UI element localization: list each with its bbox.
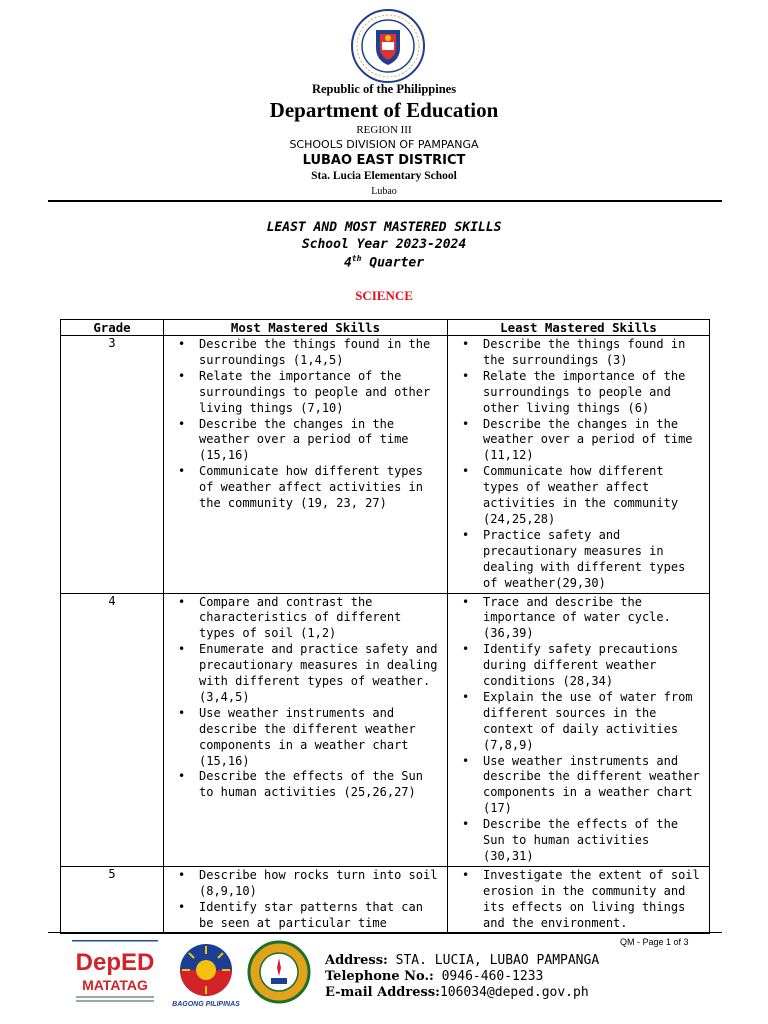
skill-item: • Relate the importance of the surroundings to people and other living things (6)	[449, 369, 704, 417]
skill-item: • Describe the changes in the weather over a period of time (11,12)	[449, 417, 704, 465]
skill-item: • Communicate how different types of weather affect activities in the community (19, 23, 27)	[165, 464, 442, 512]
school-year: School Year 2023-2024	[301, 237, 467, 252]
skill-item: • Relate the importance of the surroundings to people and other living things (7,10)	[165, 369, 442, 417]
table-header-row	[61, 320, 710, 336]
subject-heading: SCIENCE	[355, 288, 413, 303]
footer-address: Address: STA. LUCIA, LUBAO PAMPANGA	[325, 953, 600, 968]
deped-matatag-logo	[70, 940, 160, 1006]
skill-item: • Describe the effects of the Sun to human activities (25,26,27)	[165, 769, 442, 801]
footer-telephone: Telephone No.: 0946-460-1233	[325, 969, 544, 984]
skill-item: • Use weather instruments and describe the different weather components in a weather chart (15,16)	[165, 706, 442, 770]
least-mastered-cell	[448, 866, 710, 933]
header-divider	[48, 200, 722, 202]
grade-cell: 4	[61, 593, 164, 866]
table-row	[61, 866, 710, 933]
department-heading: Department of Education	[269, 98, 499, 122]
region-label: REGION III	[356, 124, 412, 136]
grade-cell: 5	[61, 866, 164, 933]
bagong-pilipinas-text: BAGONG PILIPINAS	[172, 1001, 240, 1008]
most-mastered-cell	[164, 336, 448, 594]
skill-item: • Investigate the extent of soil erosion in the community and its effects on living things and the environment.	[449, 868, 704, 932]
most-mastered-column-header: Most Mastered Skills	[164, 320, 448, 336]
skill-item: • Communicate how different types of weather affect activities in the community (24,25,28)	[449, 464, 704, 528]
table-row	[61, 336, 710, 594]
skill-item: • Use weather instruments and describe the different weather components in a weather chart (17)	[449, 754, 704, 818]
most-mastered-cell	[164, 593, 448, 866]
skill-item: • Practice safety and precautionary measures in dealing with different types of weather(29,30)	[449, 528, 704, 592]
skill-item: • Explain the use of water from different sources in the context of daily activities (7,8,9)	[449, 690, 704, 754]
town-label: Lubao	[371, 186, 397, 197]
deped-seal-logo	[350, 8, 426, 84]
grade-cell: 3	[61, 336, 164, 594]
republic-heading: Republic of the Philippines	[311, 82, 457, 96]
skill-item: • Enumerate and practice safety and precautionary measures in dealing with different types of weather. (3,4,5)	[165, 642, 442, 706]
district-label: LUBAO EAST DISTRICT	[302, 153, 466, 168]
skill-item: • Trace and describe the importance of water cycle. (36,39)	[449, 595, 704, 643]
footer-email: E-mail Address:106034@deped.gov.ph	[325, 985, 589, 1000]
skill-item: • Describe the effects of the Sun to human activities (30,31)	[449, 817, 704, 865]
least-mastered-cell	[448, 593, 710, 866]
skill-item: • Describe how rocks turn into soil (8,9,10)	[165, 868, 442, 900]
least-mastered-column-header: Least Mastered Skills	[448, 320, 710, 336]
deped-logo-text: DepED	[75, 949, 155, 976]
quarter-label: 4th Quarter	[343, 254, 425, 271]
bagong-pilipinas-logo	[170, 940, 242, 1012]
skill-item: • Identify safety precautions during different weather conditions (28,34)	[449, 642, 704, 690]
skill-item: • Identify star patterns that can be seen at particular time	[165, 900, 442, 932]
school-name: Sta. Lucia Elementary School	[311, 170, 457, 182]
skill-item: • Describe the changes in the weather over a period of time (15,16)	[165, 417, 442, 465]
skill-item: • Describe the things found in the surroundings (1,4,5)	[165, 337, 442, 369]
skill-item: • Compare and contrast the characteristics of different types of soil (1,2)	[165, 595, 442, 643]
most-mastered-cell	[164, 866, 448, 933]
footer-divider	[48, 932, 722, 933]
least-mastered-cell	[448, 336, 710, 594]
document-title: LEAST AND MOST MASTERED SKILLS	[266, 220, 502, 235]
skills-table	[60, 319, 710, 934]
matatag-logo-text: MATATAG	[82, 977, 148, 993]
table-row	[61, 593, 710, 866]
skill-item: • Describe the things found in the surroundings (3)	[449, 337, 704, 369]
grade-column-header: Grade	[61, 320, 164, 336]
division-label: SCHOOLS DIVISION OF PAMPANGA	[289, 138, 479, 151]
school-logo	[247, 940, 311, 1004]
page-indicator: QM - Page 1 of 3	[620, 937, 689, 947]
